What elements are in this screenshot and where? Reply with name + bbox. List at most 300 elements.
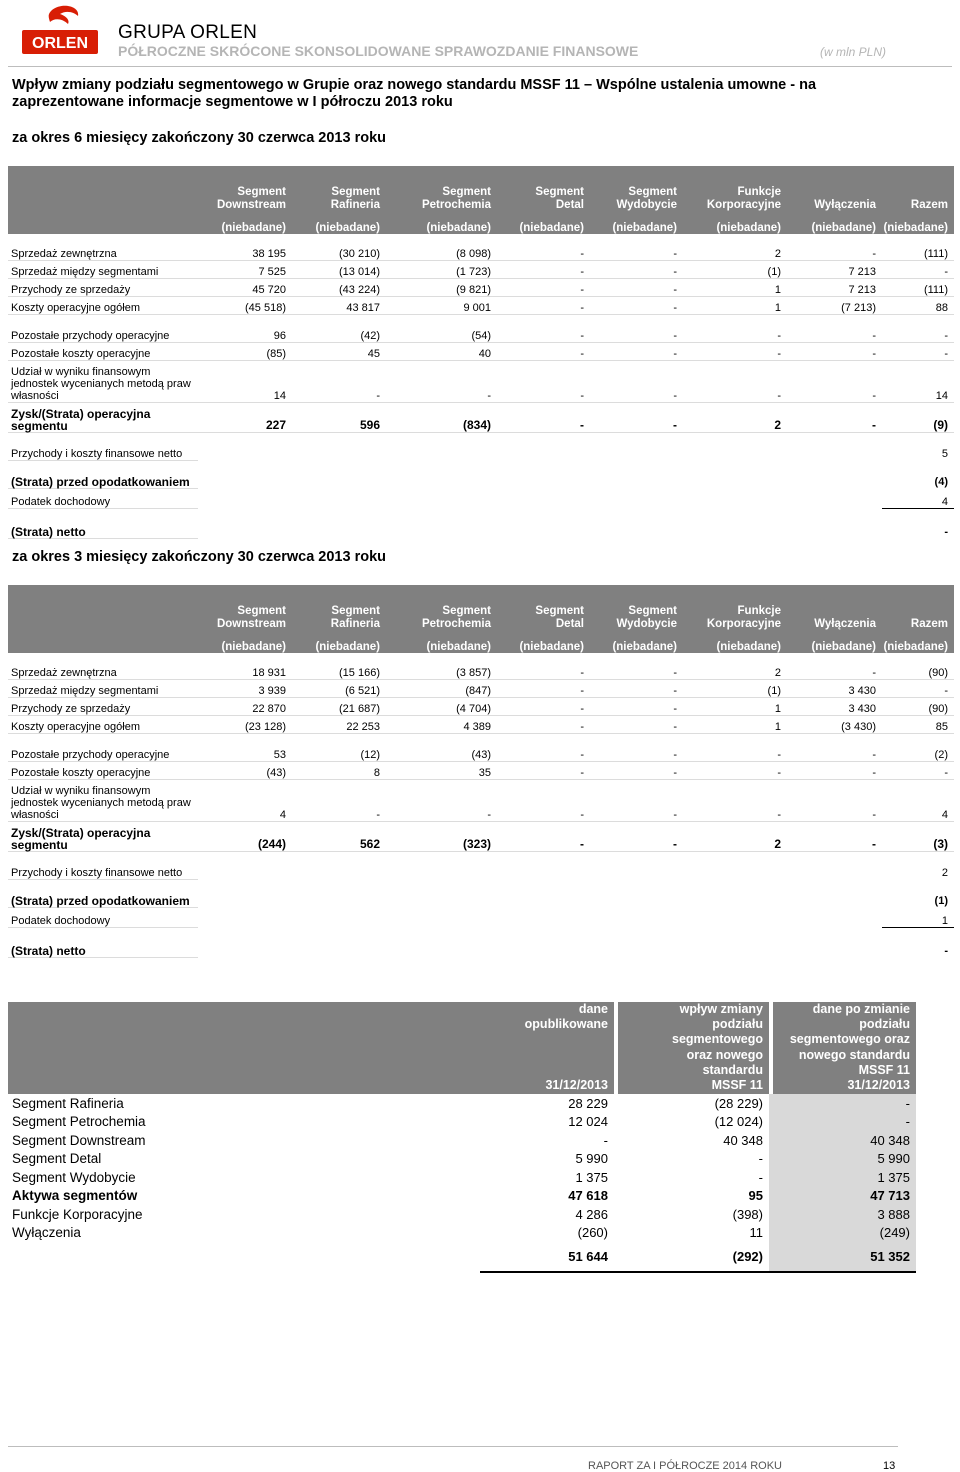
cell-value: (12) [292, 733, 386, 761]
column-header-line2: Korporacyjne [706, 618, 781, 630]
audit-status: (niebadane) [590, 212, 683, 234]
cell-value [198, 488, 292, 508]
column-header-line2: Petrochemia [421, 199, 491, 211]
cell-value: - [497, 761, 590, 779]
cell-value: - [882, 342, 954, 360]
cell-value [497, 488, 590, 508]
cell-value: 4 [198, 779, 292, 821]
balance-row [8, 1168, 916, 1187]
cell-value: (30 210) [292, 242, 386, 260]
table-row [8, 296, 954, 314]
balance-header-line: oraz nowego [686, 1047, 763, 1062]
table-row [8, 360, 954, 402]
cell-value: (4 704) [386, 697, 497, 715]
balance-cell: 40 348 [769, 1131, 916, 1150]
cell-value: - [497, 661, 590, 679]
cell-value: 14 [882, 360, 954, 402]
balance-header-row [8, 1002, 916, 1094]
cell-value: (2) [882, 733, 954, 761]
column-header-line1: Segment [535, 186, 584, 198]
balance-row [8, 1150, 916, 1169]
balance-header-line: podziału [859, 1017, 910, 1032]
cell-value: (9) [882, 402, 954, 432]
cell-value: (1 723) [386, 260, 497, 278]
cell-value [787, 432, 882, 460]
cell-value: - [944, 945, 948, 957]
cell-value: (90) [882, 697, 954, 715]
cell-value: - [787, 242, 882, 260]
cell-value: (21 687) [292, 697, 386, 715]
column-header [590, 585, 683, 631]
cell-value: 7 213 [787, 260, 882, 278]
cell-value: 2 [683, 821, 787, 851]
row-label: Sprzedaż zewnętrzna [8, 242, 198, 260]
audit-status: (niebadane) [590, 631, 683, 653]
cell-value [198, 851, 292, 879]
balance-cell: 40 348 [723, 1132, 763, 1148]
table-row [8, 697, 954, 715]
cell-value [683, 508, 787, 538]
period-6m-title: za okres 6 miesięcy zakończony 30 czerwca 2013 roku [12, 130, 386, 146]
audit-status: (niebadane) [292, 212, 386, 234]
balance-row [8, 1242, 916, 1272]
cell-value: 2 [683, 661, 787, 679]
cell-value [386, 851, 497, 879]
audit-status: (niebadane) [882, 212, 954, 234]
spacer [8, 234, 954, 242]
balance-column-header [614, 1002, 769, 1094]
row-label: Pozostałe koszty operacyjne [8, 342, 198, 360]
audit-status: (niebadane) [292, 631, 386, 653]
row-label: Pozostałe przychody operacyjne [8, 314, 198, 342]
cell-value: - [590, 661, 683, 679]
cell-value: 38 195 [198, 242, 292, 260]
cell-value [590, 879, 683, 907]
cell-value: (244) [198, 821, 292, 851]
cell-value: - [882, 260, 954, 278]
column-header [497, 585, 590, 631]
cell-value [198, 460, 292, 488]
footer-divider [8, 1446, 898, 1447]
balance-cell: - [603, 1132, 608, 1148]
column-header [882, 585, 954, 631]
logo-text: ORLEN [32, 35, 88, 52]
balance-header-line: podziału [712, 1017, 763, 1032]
cell-value: (6 521) [292, 679, 386, 697]
row-label: Pozostałe przychody operacyjne [8, 733, 198, 761]
column-header [787, 585, 882, 631]
cell-value: - [497, 402, 590, 432]
cell-value: - [590, 278, 683, 296]
column-header-line1: Segment [628, 605, 677, 617]
audit-empty [8, 631, 198, 653]
cell-value: 1 [882, 907, 954, 927]
cell-value: (4) [934, 476, 948, 488]
segment-assets-table [8, 1002, 916, 1273]
balance-header-line: dane [578, 1002, 608, 1016]
table-row [8, 508, 954, 538]
cell-value: 2 [683, 242, 787, 260]
footer-report: RAPORT ZA I PÓŁROCZE 2014 ROKU [588, 1460, 782, 1472]
cell-value: - [787, 661, 882, 679]
cell-value: 4 389 [386, 715, 497, 733]
cell-value: 43 817 [292, 296, 386, 314]
balance-row-label: Wyłączenia [12, 1225, 81, 1241]
column-header [198, 166, 292, 212]
cell-value [787, 851, 882, 879]
cell-value: - [386, 779, 497, 821]
cell-value [292, 460, 386, 488]
cell-value: (45 518) [198, 296, 292, 314]
cell-value: 1 [683, 715, 787, 733]
cell-value [292, 488, 386, 508]
cell-value [292, 907, 386, 927]
balance-header-line: 31/12/2013 [545, 1077, 608, 1092]
cell-value: - [497, 342, 590, 360]
cell-value: 14 [198, 360, 292, 402]
page-title: Wpływ zmiany podziału segmentowego w Grupie oraz nowego standardu MSSF 11 – Wspólne ustalenia umowne - na zaprezentowane informacje segmentowe w I półroczu 2013 roku [12, 77, 817, 110]
row-label: Pozostałe koszty operacyjne [8, 761, 198, 779]
table-row [8, 242, 954, 260]
cell-value: - [590, 342, 683, 360]
cell-value [683, 460, 787, 488]
cell-value: - [683, 761, 787, 779]
balance-cell: - [758, 1151, 763, 1167]
column-header-line2: Rafineria [330, 199, 380, 211]
cell-value: - [497, 314, 590, 342]
cell-value [590, 432, 683, 460]
balance-cell: 51 352 [769, 1242, 916, 1272]
column-header-line1: Funkcje [737, 186, 781, 198]
cell-value: - [590, 679, 683, 697]
balance-row-label: Segment Petrochemia [12, 1114, 146, 1130]
column-header-line1: Segment [628, 186, 677, 198]
column-header [590, 166, 683, 212]
header-divider [8, 66, 952, 67]
cell-value: (3) [882, 821, 954, 851]
row-label: Koszty operacyjne ogółem [8, 715, 198, 733]
row-label: Podatek dochodowy [8, 488, 198, 508]
balance-cell: 12 024 [568, 1114, 608, 1130]
column-header-line1: Segment [237, 605, 286, 617]
cell-value [683, 907, 787, 927]
cell-value: 3 430 [787, 697, 882, 715]
cell-value [683, 927, 787, 957]
cell-value: - [590, 260, 683, 278]
cell-value: (323) [386, 821, 497, 851]
cell-value: (15 166) [292, 661, 386, 679]
balance-row-label: Segment Downstream [12, 1132, 146, 1148]
column-header-line2: Downstream [216, 199, 286, 211]
table-row [8, 761, 954, 779]
cell-value: 8 [292, 761, 386, 779]
table-row [8, 460, 954, 488]
cell-value: 18 931 [198, 661, 292, 679]
cell-value: 7 525 [198, 260, 292, 278]
spacer [8, 653, 954, 661]
cell-value: (1) [683, 260, 787, 278]
cell-value: - [683, 779, 787, 821]
cell-value: 1 [683, 278, 787, 296]
cell-value: - [590, 715, 683, 733]
audit-status: (niebadane) [787, 631, 882, 653]
cell-value [683, 879, 787, 907]
cell-value [590, 508, 683, 538]
column-header-line1: Segment [535, 605, 584, 617]
cell-value: - [497, 733, 590, 761]
balance-header-line [480, 1032, 608, 1047]
cell-value [386, 907, 497, 927]
balance-row-label: Segment Wydobycie [12, 1169, 136, 1185]
cell-value [787, 460, 882, 488]
table-row [8, 779, 954, 821]
cell-value: 562 [292, 821, 386, 851]
cell-value [386, 879, 497, 907]
column-header-line1: Segment [331, 605, 380, 617]
segment-table-6m [8, 166, 954, 539]
column-header [386, 166, 497, 212]
balance-cell: (398) [732, 1206, 763, 1222]
column-header-line1: Segment [237, 186, 286, 198]
cell-value: 9 001 [386, 296, 497, 314]
balance-column-header [480, 1002, 614, 1094]
row-label: Zysk/(Strata) operacyjna segmentu [8, 402, 198, 432]
balance-header-line: dane po zmianie [812, 1002, 910, 1016]
balance-row [8, 1113, 916, 1132]
cell-value [198, 927, 292, 957]
cell-value: 2 [941, 867, 948, 879]
cell-value: 22 253 [292, 715, 386, 733]
cell-value: - [497, 260, 590, 278]
cell-value: (23 128) [198, 715, 292, 733]
cell-value: - [787, 360, 882, 402]
balance-cell: 51 644 [480, 1242, 614, 1272]
row-label: (Strata) netto [8, 927, 198, 957]
cell-value [386, 927, 497, 957]
balance-cell: 47 713 [769, 1187, 916, 1206]
cell-value [292, 927, 386, 957]
column-header-line1: Wyłączenia [814, 618, 876, 630]
balance-cell: 47 618 [568, 1188, 608, 1204]
row-label: Zysk/(Strata) operacyjna segmentu [8, 821, 198, 851]
balance-header-line: segmentowego [672, 1032, 763, 1047]
period-3m-title: za okres 3 miesięcy zakończony 30 czerwca 2013 roku [12, 549, 386, 565]
cell-value: - [497, 779, 590, 821]
cell-value [590, 907, 683, 927]
column-header-line2: Wydobycie [616, 618, 677, 630]
cell-value: (54) [386, 314, 497, 342]
cell-value: (847) [386, 679, 497, 697]
balance-cell: 1 375 [575, 1169, 608, 1185]
row-label: Przychody i koszty finansowe netto [8, 432, 198, 460]
spacer-row [8, 234, 954, 242]
table-row [8, 432, 954, 460]
balance-row [8, 1224, 916, 1243]
cell-value: (1) [934, 895, 948, 907]
cell-value [198, 879, 292, 907]
balance-header-line: MSSF 11 [858, 1062, 910, 1077]
column-header-line1: Razem [910, 618, 948, 630]
cell-value [787, 488, 882, 508]
cell-value: 227 [198, 402, 292, 432]
row-label: Podatek dochodowy [8, 907, 198, 927]
cell-value: 3 939 [198, 679, 292, 697]
column-header [882, 166, 954, 212]
row-label: (Strata) netto [8, 508, 198, 538]
cell-value: - [944, 526, 948, 538]
company-name: GRUPA ORLEN [118, 22, 258, 43]
cell-value: 596 [292, 402, 386, 432]
cell-value: (9 821) [386, 278, 497, 296]
row-label: Sprzedaż zewnętrzna [8, 661, 198, 679]
balance-header-line [480, 1048, 608, 1063]
column-header-line1: Segment [442, 605, 491, 617]
row-label: Przychody ze sprzedaży [8, 697, 198, 715]
table-row [8, 733, 954, 761]
table-row [8, 879, 954, 907]
cell-value: (3 857) [386, 661, 497, 679]
audit-status: (niebadane) [198, 631, 292, 653]
cell-value [590, 851, 683, 879]
table-row [8, 402, 954, 432]
cell-value: 7 213 [787, 278, 882, 296]
cell-value [497, 508, 590, 538]
audit-status: (niebadane) [683, 631, 787, 653]
cell-value: 96 [198, 314, 292, 342]
cell-value [787, 907, 882, 927]
cell-value: 40 [386, 342, 497, 360]
cell-value: - [497, 242, 590, 260]
audit-status: (niebadane) [386, 212, 497, 234]
column-header-line1: Segment [442, 186, 491, 198]
page-number: 13 [883, 1460, 896, 1472]
cell-value: 4 [882, 488, 954, 508]
cell-value: - [787, 402, 882, 432]
orlen-logo [22, 4, 98, 56]
balance-cell: 5 990 [575, 1151, 608, 1167]
cell-value [198, 907, 292, 927]
balance-cell: - [769, 1094, 916, 1113]
cell-value: - [497, 278, 590, 296]
column-header [683, 585, 787, 631]
row-label: Sprzedaż między segmentami [8, 679, 198, 697]
balance-header-line: 31/12/2013 [847, 1077, 910, 1092]
cell-value [292, 851, 386, 879]
table-row [8, 661, 954, 679]
balance-header-line [480, 1063, 608, 1078]
cell-value: (43) [386, 733, 497, 761]
cell-value [497, 927, 590, 957]
cell-value: 45 720 [198, 278, 292, 296]
cell-value: - [590, 314, 683, 342]
table-row [8, 927, 954, 957]
cell-value [497, 432, 590, 460]
column-header [198, 585, 292, 631]
cell-value: - [590, 761, 683, 779]
cell-value [590, 927, 683, 957]
balance-cell: 11 [749, 1225, 763, 1241]
column-header-line1: Wyłączenia [814, 199, 876, 211]
balance-row-label: Funkcje Korporacyjne [12, 1206, 143, 1222]
cell-value: 3 430 [787, 679, 882, 697]
cell-value: 85 [882, 715, 954, 733]
cell-value: (90) [882, 661, 954, 679]
balance-row-label: Segment Rafineria [12, 1095, 124, 1111]
cell-value: 1 [683, 296, 787, 314]
cell-value: - [590, 296, 683, 314]
audit-status: (niebadane) [787, 212, 882, 234]
cell-value: - [590, 402, 683, 432]
balance-header-line: MSSF 11 [711, 1077, 763, 1092]
cell-value [386, 432, 497, 460]
row-label: (Strata) przed opodatkowaniem [8, 879, 198, 907]
table-row [8, 907, 954, 927]
cell-value: - [497, 679, 590, 697]
audit-status-row [8, 631, 954, 653]
balance-cell: 3 888 [769, 1205, 916, 1224]
cell-value [683, 488, 787, 508]
cell-value: - [590, 821, 683, 851]
cell-value: (7 213) [787, 296, 882, 314]
balance-cell: 28 229 [568, 1095, 608, 1111]
cell-value: - [590, 242, 683, 260]
cell-value [787, 879, 882, 907]
cell-value: 1 [683, 697, 787, 715]
cell-value: 5 [941, 448, 948, 460]
balance-header-line: segmentowego oraz [789, 1032, 910, 1047]
balance-row [8, 1131, 916, 1150]
segment-table-3m [8, 585, 954, 958]
cell-value [386, 488, 497, 508]
balance-row-label: Segment Detal [12, 1151, 102, 1167]
row-label: Sprzedaż między segmentami [8, 260, 198, 278]
column-header-line2: Wydobycie [616, 199, 677, 211]
units-label: (w mln PLN) [819, 45, 886, 59]
spacer-row [8, 653, 954, 661]
cell-value: - [787, 342, 882, 360]
row-label: Udział w wyniku finansowym jednostek wycenianych metodą praw własności [8, 360, 198, 402]
table-row [8, 278, 954, 296]
balance-cell: 4 286 [575, 1206, 608, 1222]
audit-empty [8, 212, 198, 234]
column-header [497, 166, 590, 212]
balance-header-line: wpływ zmiany [679, 1002, 763, 1016]
balance-header-line: nowego standardu [798, 1047, 910, 1062]
header-empty [8, 585, 198, 631]
cell-value [590, 488, 683, 508]
table-row [8, 342, 954, 360]
table-row [8, 821, 954, 851]
cell-value: - [497, 715, 590, 733]
cell-value: - [683, 360, 787, 402]
header-empty [8, 166, 198, 212]
balance-row-label: Aktywa segmentów [12, 1188, 138, 1204]
column-header-line2: Korporacyjne [706, 199, 781, 211]
balance-cell: (260) [577, 1225, 608, 1241]
cell-value: - [292, 360, 386, 402]
row-label: Udział w wyniku finansowym jednostek wycenianych metodą praw własności [8, 779, 198, 821]
balance-row-label [8, 1242, 480, 1272]
column-header-line1: Funkcje [737, 605, 781, 617]
cell-value: 53 [198, 733, 292, 761]
cell-value: - [292, 779, 386, 821]
cell-value: - [497, 821, 590, 851]
cell-value [497, 460, 590, 488]
cell-value: - [497, 697, 590, 715]
cell-value: (13 014) [292, 260, 386, 278]
cell-value: - [590, 697, 683, 715]
balance-cell: (28 229) [714, 1095, 763, 1111]
